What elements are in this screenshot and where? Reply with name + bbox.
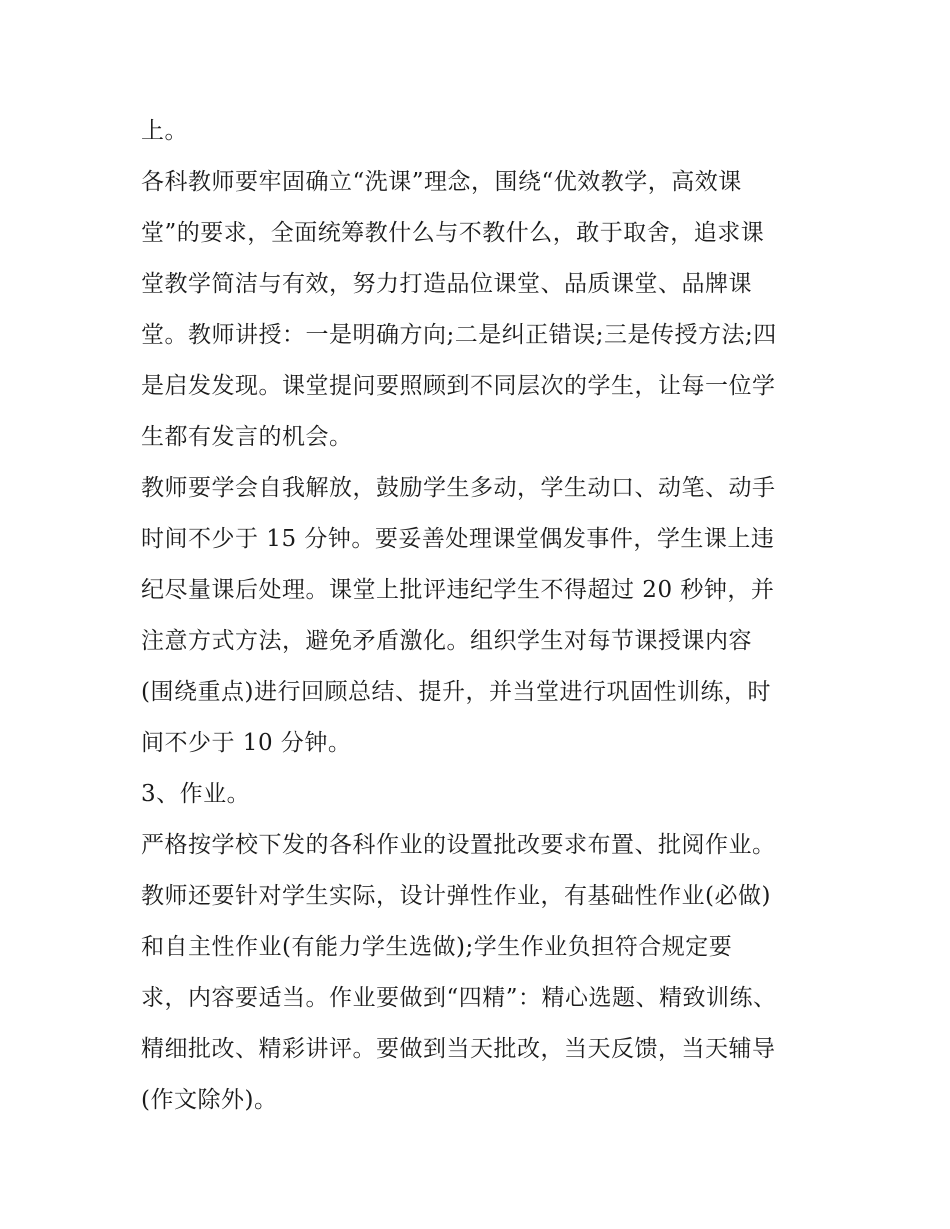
text-line: 严格按学校下发的各科作业的设置批改要求布置、批阅作业。 — [141, 832, 776, 858]
text-line: 精细批改、精彩讲评。要做到当天批改，当天反馈，当天辅导 — [141, 1036, 776, 1062]
text-line: (作文除外)。 — [141, 1087, 278, 1113]
section-heading: 3、作业。 — [141, 781, 251, 807]
text-line: 教师要学会自我解放，鼓励学生多动，学生动口、动笔、动手 — [141, 475, 776, 501]
text-line: 教师还要针对学生实际，设计弹性作业，有基础性作业(必做) — [141, 883, 771, 909]
document-body — [141, 106, 821, 1126]
text-line: 纪尽量课后处理。课堂上批评违纪学生不得超过 20 秒钟，并 — [141, 577, 775, 603]
text-line: 是启发发现。课堂提问要照顾到不同层次的学生，让每一位学 — [141, 373, 776, 399]
text-line: (围绕重点)进行回顾总结、提升，并当堂进行巩固性训练，时 — [141, 679, 771, 705]
text-line: 堂”的要求，全面统筹教什么与不教什么，敢于取舍，追求课 — [141, 220, 765, 246]
text-line: 堂。教师讲授：一是明确方向;二是纠正错误;三是传授方法;四 — [141, 322, 777, 348]
text-line: 注意方式方法，避免矛盾激化。组织学生对每节课授课内容 — [141, 628, 752, 654]
text-line: 求，内容要适当。作业要做到“四精”：精心选题、精致训练、 — [141, 985, 777, 1011]
text-line: 堂教学简洁与有效，努力打造品位课堂、品质课堂、品牌课 — [141, 271, 752, 297]
text-line: 各科教师要牢固确立“洗课”理念，围绕“优效教学，高效课 — [141, 169, 742, 195]
text-line: 上。 — [141, 118, 188, 144]
text-line: 生都有发言的机会。 — [141, 424, 353, 450]
text-line: 时间不少于 15 分钟。要妥善处理课堂偶发事件，学生课上违 — [141, 526, 775, 552]
text-line: 间不少于 10 分钟。 — [141, 730, 352, 756]
text-line: 和自主性作业(有能力学生选做);学生作业负担符合规定要 — [141, 934, 733, 960]
